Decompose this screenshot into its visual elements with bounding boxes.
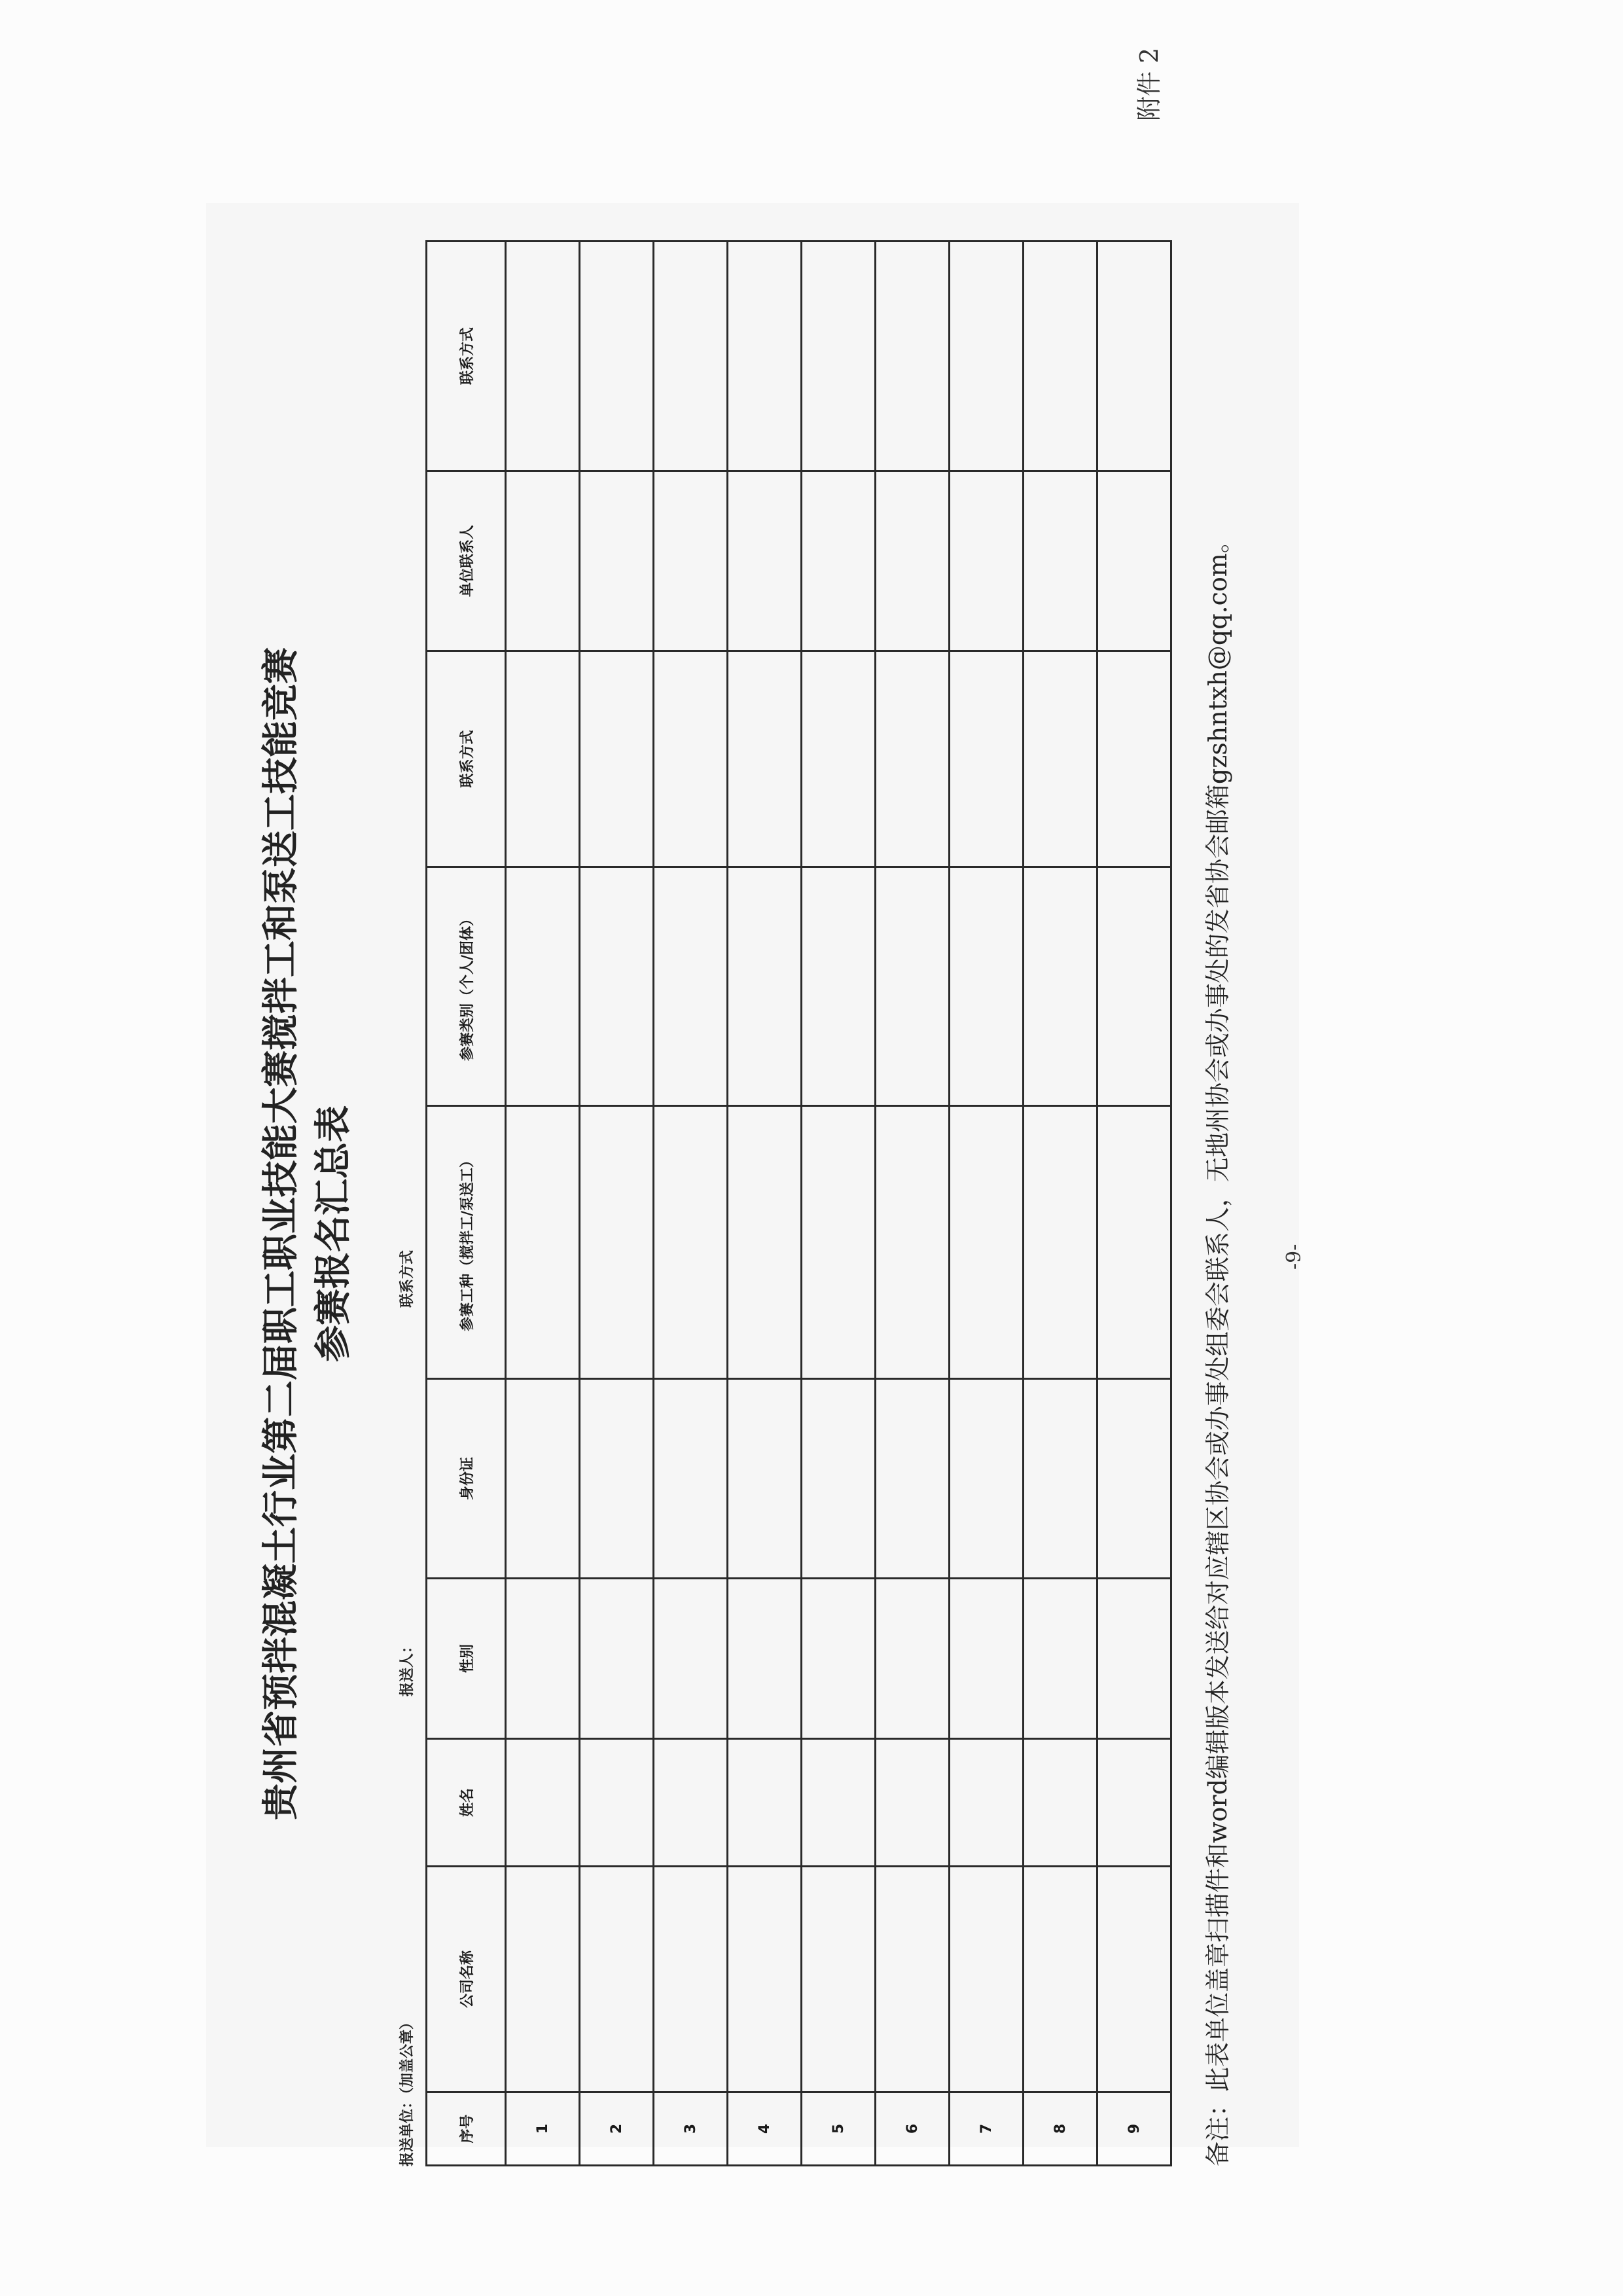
table-cell[interactable]: [1024, 1106, 1097, 1379]
table-cell[interactable]: [654, 1379, 728, 1579]
table-cell[interactable]: [654, 651, 728, 867]
row-number: 1: [506, 2092, 580, 2166]
table-cell[interactable]: [1097, 1379, 1171, 1579]
table-row: [950, 242, 1024, 2166]
table-cell[interactable]: [728, 1739, 802, 1867]
table-cell[interactable]: [876, 1379, 950, 1579]
table-row: [506, 242, 580, 2166]
row-number: 5: [802, 2092, 876, 2166]
document-title-line-2: 参赛报名汇总表: [312, 1105, 355, 1362]
table-row: [1097, 242, 1171, 2166]
table-cell[interactable]: [876, 867, 950, 1106]
table-cell[interactable]: [1024, 1867, 1097, 2092]
header-cell: 性别: [427, 1579, 506, 1739]
table-cell[interactable]: [580, 651, 654, 867]
table-cell[interactable]: [1024, 242, 1097, 471]
table-cell[interactable]: [654, 1579, 728, 1739]
table-cell[interactable]: [876, 651, 950, 867]
table-cell[interactable]: [580, 242, 654, 471]
table-cell[interactable]: [876, 242, 950, 471]
table-cell[interactable]: [654, 242, 728, 471]
table-cell[interactable]: [506, 471, 580, 651]
row-number: 3: [654, 2092, 728, 2166]
table-cell[interactable]: [876, 1739, 950, 1867]
table-cell[interactable]: [654, 1106, 728, 1379]
header-cell: 序号: [427, 2092, 506, 2166]
reporter-label: 报送人：: [399, 1638, 416, 1696]
table-row: [654, 242, 728, 2166]
table-cell[interactable]: [506, 242, 580, 471]
table-cell[interactable]: [506, 1106, 580, 1379]
row-number: 7: [950, 2092, 1024, 2166]
table-cell[interactable]: [728, 471, 802, 651]
header-cell: 公司名称: [427, 1867, 506, 2092]
table-cell[interactable]: [654, 867, 728, 1106]
table-cell[interactable]: [950, 1739, 1024, 1867]
table-cell[interactable]: [506, 1867, 580, 2092]
table-row: [728, 242, 802, 2166]
contact-label: 联系方式: [399, 1249, 416, 1308]
table-cell[interactable]: [506, 867, 580, 1106]
reporting-unit-label: 报送单位：（加盖公章）: [399, 2015, 416, 2166]
table-cell[interactable]: [580, 1106, 654, 1379]
table-cell[interactable]: [580, 471, 654, 651]
table-cell[interactable]: [580, 1579, 654, 1739]
table-row: [876, 242, 950, 2166]
table-cell[interactable]: [876, 471, 950, 651]
table-cell[interactable]: [1097, 867, 1171, 1106]
row-number: 4: [728, 2092, 802, 2166]
table-cell[interactable]: [506, 1739, 580, 1867]
table-row: [802, 242, 876, 2166]
document-title-line-1: 贵州省预拌混凝土行业第二届职工职业技能大赛搅拌工和泵送工技能竞赛: [260, 647, 302, 1820]
table-cell[interactable]: [506, 1379, 580, 1579]
table-cell[interactable]: [580, 1739, 654, 1867]
table-cell[interactable]: [802, 242, 876, 471]
table-cell[interactable]: [876, 1867, 950, 2092]
registration-table: [425, 240, 1172, 2166]
table-cell[interactable]: [802, 867, 876, 1106]
table-cell[interactable]: [1097, 1106, 1171, 1379]
row-number: 2: [580, 2092, 654, 2166]
header-cell: 身份证: [427, 1379, 506, 1579]
table-row: [580, 242, 654, 2166]
table-cell[interactable]: [802, 1739, 876, 1867]
table-cell[interactable]: [802, 1867, 876, 2092]
table-cell[interactable]: [802, 471, 876, 651]
table-cell[interactable]: [950, 1106, 1024, 1379]
rotated-landscape-sheet: [200, 47, 1338, 2166]
table-cell[interactable]: [876, 1106, 950, 1379]
table-cell[interactable]: [1024, 651, 1097, 867]
table-cell[interactable]: [728, 1867, 802, 2092]
table-cell[interactable]: [1024, 1579, 1097, 1739]
table-cell[interactable]: [654, 1867, 728, 2092]
table-cell[interactable]: [1097, 1739, 1171, 1867]
table-cell[interactable]: [728, 242, 802, 471]
table-cell[interactable]: [1024, 471, 1097, 651]
table-cell[interactable]: [802, 1379, 876, 1579]
table-cell[interactable]: [1097, 471, 1171, 651]
row-number: 6: [876, 2092, 950, 2166]
table-cell[interactable]: [580, 1867, 654, 2092]
page-number: -9-: [1283, 1244, 1306, 1270]
table-cell[interactable]: [506, 1579, 580, 1739]
row-number: 8: [1024, 2092, 1097, 2166]
table-cell[interactable]: [1097, 242, 1171, 471]
table-cell[interactable]: [728, 1579, 802, 1739]
table-cell[interactable]: [728, 867, 802, 1106]
table-cell[interactable]: [728, 651, 802, 867]
table-header-row: [427, 242, 506, 2166]
table-cell[interactable]: [1097, 651, 1171, 867]
table-cell[interactable]: [950, 242, 1024, 471]
table-cell[interactable]: [802, 1106, 876, 1379]
table-cell[interactable]: [654, 1739, 728, 1867]
table-cell[interactable]: [950, 1579, 1024, 1739]
table-cell[interactable]: [950, 1867, 1024, 2092]
table-cell[interactable]: [580, 1379, 654, 1579]
remarks-note: 备注：此表单位盖章扫描件和word编辑版本发送给对应辖区协会或办事处组委会联系人，无地州协会或办事处的发省协会邮箱gzshntxh@qq.com。: [1204, 528, 1232, 2166]
table-cell[interactable]: [1097, 1867, 1171, 2092]
table-cell[interactable]: [802, 1579, 876, 1739]
header-cell: 联系方式: [427, 242, 506, 471]
table-cell[interactable]: [950, 651, 1024, 867]
header-cell: 姓名: [427, 1739, 506, 1867]
table-row: [1024, 242, 1097, 2166]
header-cell: 参赛类别（个人/团体）: [427, 867, 506, 1106]
table-cell[interactable]: [1024, 1379, 1097, 1579]
table-cell[interactable]: [876, 1579, 950, 1739]
row-number: 9: [1097, 2092, 1171, 2166]
table-cell[interactable]: [728, 1379, 802, 1579]
table-cell[interactable]: [1024, 867, 1097, 1106]
table-cell[interactable]: [802, 651, 876, 867]
header-cell: 单位联系人: [427, 471, 506, 651]
table-cell[interactable]: [654, 471, 728, 651]
header-cell: 参赛工种（搅拌工/泵送工）: [427, 1106, 506, 1379]
table-cell[interactable]: [950, 471, 1024, 651]
table-cell[interactable]: [506, 651, 580, 867]
annex-label: 附件 2: [1135, 47, 1164, 121]
table-cell[interactable]: [950, 867, 1024, 1106]
table-cell[interactable]: [1097, 1579, 1171, 1739]
table-cell[interactable]: [1024, 1739, 1097, 1867]
table-cell[interactable]: [728, 1106, 802, 1379]
table-cell[interactable]: [950, 1379, 1024, 1579]
header-cell: 联系方式: [427, 651, 506, 867]
table-cell[interactable]: [580, 867, 654, 1106]
